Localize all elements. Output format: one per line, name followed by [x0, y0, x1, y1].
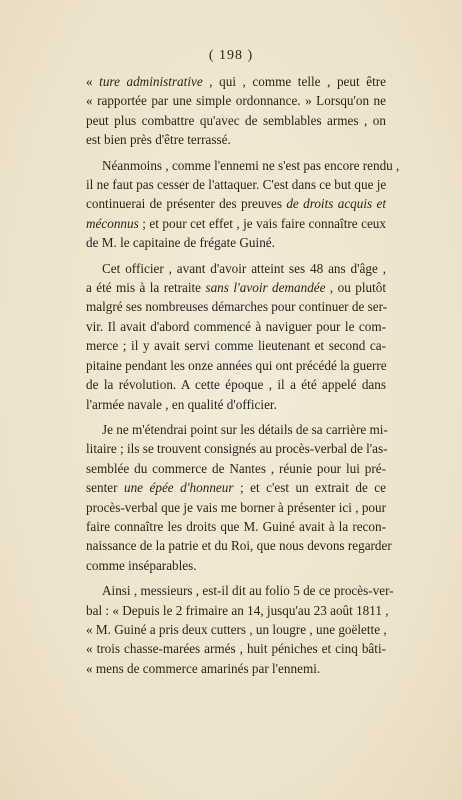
- text-run: Néanmoins , comme l'ennemi ne s'est pas encore rendu ,: [102, 157, 400, 173]
- text-run: faire connaître les droits que M. Guiné avait à la recon-: [86, 518, 386, 534]
- text-run: semblée du commerce de Nantes , réunie pour lui pré-: [86, 460, 386, 476]
- text-run: Ainsi , messieurs , est-il dit au folio 5 de ce procès-ver-: [102, 583, 394, 599]
- page-number: ( 198 ): [208, 48, 254, 63]
- text-line: [86, 498, 386, 517]
- text-line: [86, 639, 386, 658]
- paragraph: [86, 420, 392, 575]
- text-line: [86, 620, 386, 639]
- text-line: [86, 72, 386, 91]
- text-run: continuerai de présenter des preuves: [86, 196, 287, 212]
- text-run: ; et pour cet effet , je vais faire connaître ceux: [138, 215, 386, 231]
- text-line: [86, 459, 386, 478]
- text-run: vir. Il avait d'abord commencé à naviguer pour le com-: [86, 318, 386, 334]
- text-run: bal : « Depuis le 2 frimaire an 14, jusqu'au 23 août 1811 ,: [86, 602, 389, 618]
- italic-phrase: sans l'avoir demandée: [205, 280, 326, 296]
- text-line: [86, 659, 386, 678]
- text-run: ; et c'est un extrait de ce: [233, 480, 386, 496]
- text-line: [86, 317, 386, 336]
- text-run: merce ; il y avait servi comme lieutenant et second ca-: [86, 338, 386, 354]
- text-run: , ou plutôt: [325, 280, 387, 296]
- text-run: il ne faut pas cesser de l'attaquer. C'est dans ce but que je: [86, 177, 387, 193]
- text-line: [86, 233, 386, 252]
- paragraph: [86, 259, 386, 414]
- paragraph: [86, 156, 400, 253]
- text-run: l'armée navale , en qualité d'officier.: [86, 396, 277, 412]
- text-line: [86, 517, 386, 536]
- text-line: [86, 175, 386, 194]
- text-run: peut plus combattre qu'avec de semblables armes , on: [86, 112, 386, 128]
- text-line: [86, 420, 386, 439]
- text-line: [86, 536, 392, 555]
- text-line: [86, 375, 386, 394]
- text-run: Cet officier , avant d'avoir atteint ses 48 ans d'âge ,: [102, 260, 386, 276]
- text-run: pitaine pendant les onze années qui ont précédé la guerre: [86, 357, 387, 373]
- italic-phrase: ture administrative: [99, 74, 203, 89]
- text-line: [86, 111, 386, 130]
- paragraph: [86, 72, 386, 150]
- text-line: [86, 278, 386, 297]
- text-line: [86, 478, 386, 497]
- text-line: [86, 214, 386, 233]
- text-run: est bien près d'être terrassé.: [86, 132, 231, 148]
- text-run: , qui , comme telle , peut être: [202, 74, 386, 89]
- text-run: « trois chasse-marées armés , huit péniches et cinq bâti-: [86, 641, 386, 657]
- italic-phrase: méconnus: [86, 215, 139, 231]
- text-run: comme inséparables.: [86, 557, 197, 573]
- text-run: litaire ; ils se trouvent consignés au procès-verbal de l'as-: [86, 441, 388, 457]
- text-run: de la révolution. A cette époque , il a été appelé dans: [86, 377, 386, 393]
- text-line: [86, 581, 394, 600]
- text-line: [86, 130, 386, 149]
- text-line: [86, 156, 400, 175]
- italic-phrase: de droits acquis et: [286, 196, 386, 212]
- text-line: [86, 439, 386, 458]
- text-run: de M. le capitaine de frégate Guiné.: [86, 235, 275, 251]
- text-line: [86, 556, 386, 575]
- text-line: [86, 91, 386, 110]
- body-text: [86, 72, 400, 678]
- text-run: a été mis à la retraite: [86, 280, 206, 296]
- text-run: « M. Guiné a pris deux cutters , un lougre , une goëlette ,: [86, 621, 387, 637]
- text-line: [86, 601, 389, 620]
- text-run: naissance de la patrie et du Roi, que nous devons regarder: [86, 538, 392, 554]
- text-run: « rapportée par une simple ordonnance. » Lorsqu'on ne: [86, 93, 386, 109]
- text-line: [86, 297, 386, 316]
- text-run: «: [86, 74, 100, 89]
- text-run: senter: [86, 480, 124, 496]
- text-line: [86, 336, 386, 355]
- italic-phrase: une épée d'honneur: [123, 480, 234, 496]
- text-run: « mens de commerce amarinés par l'ennemi.: [86, 660, 321, 676]
- text-line: [86, 194, 386, 213]
- text-run: Je ne m'étendrai point sur les détails de sa carrière mi-: [102, 421, 388, 437]
- text-run: malgré ses nombreuses démarches pour continuer de ser-: [86, 299, 388, 315]
- text-run: procès-verbal que je vais me borner à présenter ici , pour: [86, 499, 386, 515]
- text-line: [86, 259, 386, 278]
- text-line: [86, 356, 386, 375]
- paragraph: [86, 581, 394, 678]
- text-line: [86, 395, 386, 414]
